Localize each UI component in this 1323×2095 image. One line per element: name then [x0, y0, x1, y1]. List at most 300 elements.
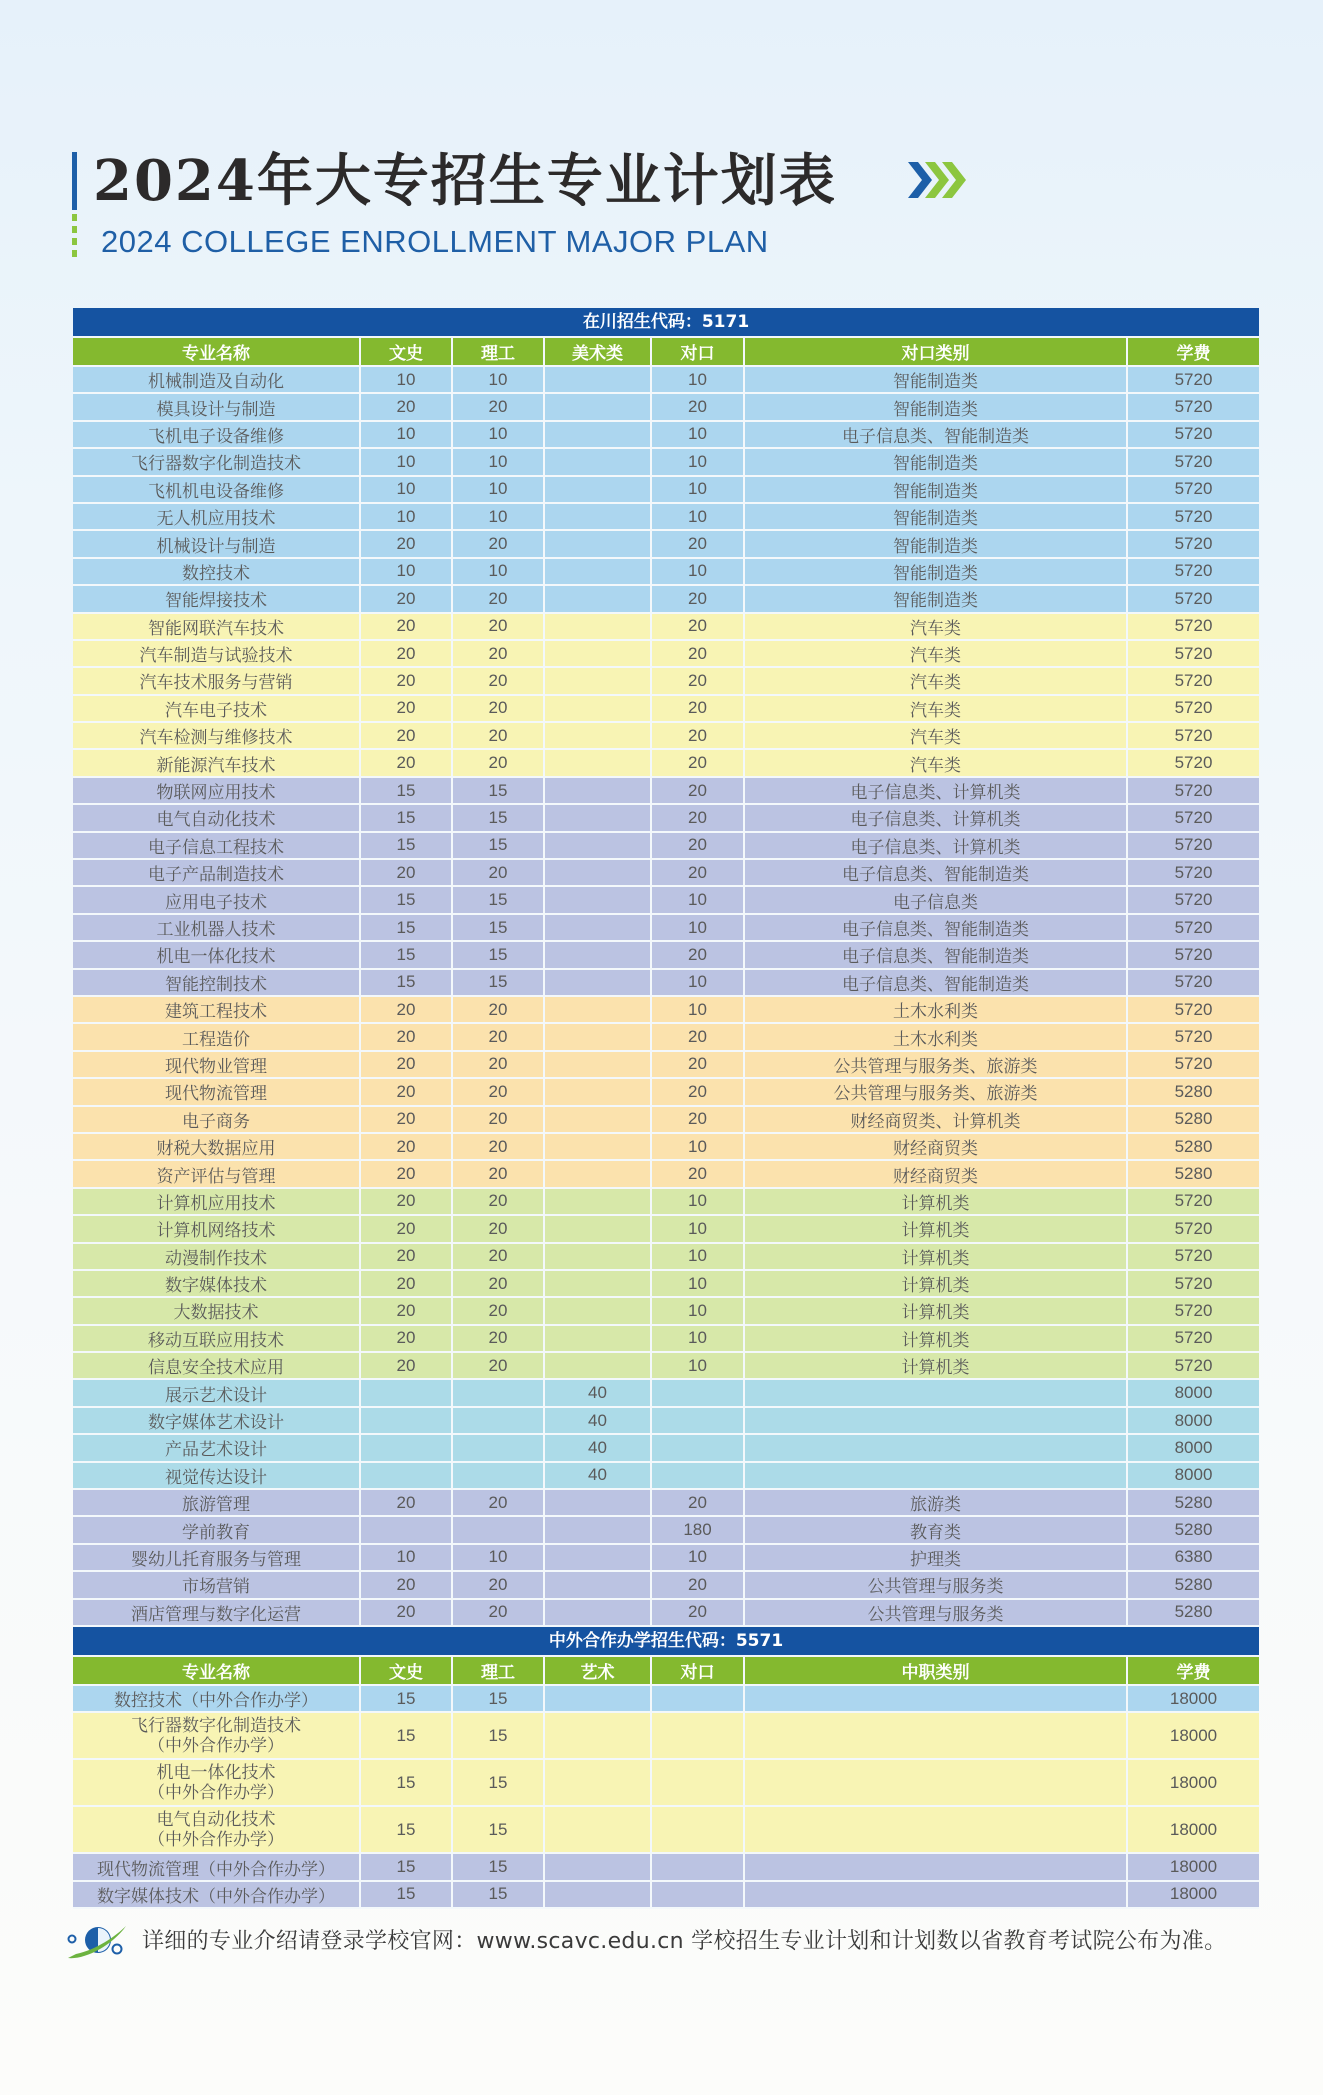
cell-tuition: 8000 — [1174, 1383, 1213, 1403]
cell-tuition: 5720 — [1174, 917, 1213, 937]
cell-duikou: 20 — [652, 614, 745, 639]
cell-duikou: 20 — [652, 394, 745, 419]
table-row — [73, 504, 1259, 531]
cell-art — [545, 1854, 652, 1879]
cell-duikou: 10 — [652, 1326, 745, 1351]
cell-category: 公共管理与服务类 — [745, 1600, 1128, 1625]
cell-tuition: 5720 — [1174, 999, 1213, 1019]
cell-duikou: 10 — [652, 504, 745, 529]
cell-art — [545, 559, 652, 584]
cell-ligong: 15 — [453, 805, 545, 830]
cell-tuition: 18000 — [1169, 1819, 1218, 1839]
cell-wenshi: 15 — [361, 942, 453, 967]
table-row — [73, 1686, 1259, 1713]
header-col-category: 中职类别 — [745, 1657, 1128, 1684]
cell-category: 电子信息类、计算机类 — [745, 778, 1128, 803]
cell-tuition: 5720 — [1174, 588, 1213, 608]
table-row — [73, 1490, 1259, 1517]
cell-ligong: 20 — [453, 1134, 545, 1159]
cell-ligong: 20 — [453, 1216, 545, 1241]
cell-category: 护理类 — [745, 1545, 1128, 1570]
cell-major-name: 计算机应用技术 — [73, 1189, 361, 1214]
table-row — [73, 1408, 1259, 1435]
cell-category: 电子信息类 — [745, 887, 1128, 912]
cell-ligong: 20 — [453, 750, 545, 775]
cell-tuition: 5720 — [1174, 1191, 1213, 1211]
footer-note — [64, 1918, 1294, 1968]
enrollment-table-sichuan — [73, 308, 1259, 1627]
cell-ligong: 20 — [453, 531, 545, 556]
cell-duikou: 10 — [652, 1545, 745, 1570]
cell-category: 电子信息类、智能制造类 — [745, 860, 1128, 885]
cell-ligong — [453, 1517, 545, 1542]
cell-major-name: 汽车电子技术 — [73, 696, 361, 721]
cell-ligong: 20 — [453, 1244, 545, 1269]
cell-duikou: 20 — [652, 668, 745, 693]
cell-wenshi: 10 — [361, 367, 453, 392]
cell-wenshi — [361, 1435, 453, 1460]
cell-art — [545, 1244, 652, 1269]
table-row — [73, 1161, 1259, 1188]
cell-category — [745, 1760, 1128, 1805]
table-row — [73, 1052, 1259, 1079]
cell-category: 智能制造类 — [745, 531, 1128, 556]
cell-category: 汽车类 — [745, 668, 1128, 693]
cell-ligong: 20 — [453, 1353, 545, 1378]
table-row — [73, 723, 1259, 750]
table-row — [73, 1353, 1259, 1380]
table-row — [73, 1435, 1259, 1462]
cell-major-name: 机电一体化技术 — [73, 942, 361, 967]
cell-art — [545, 805, 652, 830]
table-row — [73, 1326, 1259, 1353]
cell-wenshi: 20 — [361, 1600, 453, 1625]
cell-duikou: 10 — [652, 477, 745, 502]
table-row — [73, 668, 1259, 695]
title-accent-dash — [72, 214, 77, 221]
cell-art — [545, 586, 652, 611]
cell-art — [545, 1545, 652, 1570]
cell-tuition: 5720 — [1174, 561, 1213, 581]
cell-wenshi: 20 — [361, 668, 453, 693]
cell-category: 财经商贸类 — [745, 1161, 1128, 1186]
cell-art — [545, 750, 652, 775]
cell-tuition: 5720 — [1174, 1246, 1213, 1266]
cell-art — [545, 1882, 652, 1907]
cell-art — [545, 833, 652, 858]
cell-major-name: 视觉传达设计 — [73, 1463, 361, 1488]
cell-major-name — [73, 1807, 361, 1852]
header-col-ligong: 理工 — [453, 338, 545, 365]
cell-duikou: 20 — [652, 696, 745, 721]
table-row — [73, 1134, 1259, 1161]
header-col-art: 美术类 — [545, 338, 652, 365]
cell-duikou: 10 — [652, 422, 745, 447]
cell-art — [545, 942, 652, 967]
header-col-ligong: 理工 — [453, 1657, 545, 1684]
cell-major-name: 智能焊接技术 — [73, 586, 361, 611]
cell-major-name — [73, 1713, 361, 1758]
cell-ligong: 20 — [453, 668, 545, 693]
cell-major-name: 财税大数据应用 — [73, 1134, 361, 1159]
table-row — [73, 614, 1259, 641]
cell-ligong: 20 — [453, 1107, 545, 1132]
cell-ligong: 10 — [453, 449, 545, 474]
cell-tuition: 5720 — [1174, 643, 1213, 663]
cell-category: 电子信息类、智能制造类 — [745, 422, 1128, 447]
cell-category: 电子信息类、计算机类 — [745, 833, 1128, 858]
cell-tuition: 5720 — [1174, 424, 1213, 444]
cell-category: 智能制造类 — [745, 367, 1128, 392]
cell-duikou: 20 — [652, 805, 745, 830]
cell-wenshi: 15 — [361, 1882, 453, 1907]
cell-category: 电子信息类、智能制造类 — [745, 942, 1128, 967]
cell-wenshi: 20 — [361, 394, 453, 419]
cell-duikou: 20 — [652, 1052, 745, 1077]
cell-art — [545, 1024, 652, 1049]
cell-major-name — [73, 1854, 361, 1879]
cell-major-name: 旅游管理 — [73, 1490, 361, 1515]
cell-art: 40 — [545, 1435, 652, 1460]
cell-art — [545, 860, 652, 885]
table-row — [73, 531, 1259, 558]
cell-major-name: 飞行器数字化制造技术 — [73, 449, 361, 474]
table-row — [73, 778, 1259, 805]
cell-category: 计算机类 — [745, 1271, 1128, 1296]
header-col-duikou: 对口 — [652, 1657, 745, 1684]
header-col-major-name: 专业名称 — [73, 338, 361, 365]
cell-major-name: 资产评估与管理 — [73, 1161, 361, 1186]
cell-duikou: 20 — [652, 1490, 745, 1515]
cell-category: 财经商贸类、计算机类 — [745, 1107, 1128, 1132]
cell-tuition: 5720 — [1174, 1273, 1213, 1293]
cell-art — [545, 1490, 652, 1515]
cell-wenshi: 15 — [361, 1807, 453, 1852]
cell-tuition: 5720 — [1174, 1218, 1213, 1238]
cell-wenshi: 10 — [361, 504, 453, 529]
cell-major-name: 建筑工程技术 — [73, 997, 361, 1022]
cell-art — [545, 531, 652, 556]
cell-art — [545, 504, 652, 529]
cell-wenshi: 20 — [361, 997, 453, 1022]
cell-ligong: 15 — [453, 942, 545, 967]
cell-wenshi: 20 — [361, 1353, 453, 1378]
cell-major-name: 飞机机电设备维修 — [73, 477, 361, 502]
title-accent-dash — [72, 238, 77, 245]
cell-wenshi: 20 — [361, 1490, 453, 1515]
footer-text: 详细的专业介绍请登录学校官网：www.scavc.edu.cn 学校招生专业计划和计划数以省教育考试院公布为准。 — [142, 1929, 1227, 1954]
school-planet-logo-icon — [64, 1918, 132, 1966]
cell-duikou: 10 — [652, 1134, 745, 1159]
cell-duikou: 20 — [652, 723, 745, 748]
cell-tuition: 5720 — [1174, 972, 1213, 992]
cell-duikou: 20 — [652, 586, 745, 611]
cell-duikou: 20 — [652, 641, 745, 666]
cell-major-name: 大数据技术 — [73, 1298, 361, 1323]
cell-major-name: 模具设计与制造 — [73, 394, 361, 419]
cell-art — [545, 1298, 652, 1323]
cell-ligong: 20 — [453, 1298, 545, 1323]
cell-major-name — [73, 1686, 361, 1711]
cell-art — [545, 887, 652, 912]
section-code-bar: 中外合作办学招生代码：5571 — [73, 1627, 1259, 1657]
cell-category: 智能制造类 — [745, 394, 1128, 419]
cell-wenshi: 10 — [361, 1545, 453, 1570]
table-row — [73, 449, 1259, 476]
table-row — [73, 1244, 1259, 1271]
cell-category: 计算机类 — [745, 1189, 1128, 1214]
cell-tuition: 5720 — [1174, 862, 1213, 882]
cell-major-name: 工业机器人技术 — [73, 915, 361, 940]
cell-duikou: 20 — [652, 778, 745, 803]
cell-category — [745, 1435, 1128, 1460]
cell-category — [745, 1854, 1128, 1879]
cell-duikou: 10 — [652, 1216, 745, 1241]
cell-duikou — [652, 1435, 745, 1460]
cell-art — [545, 1686, 652, 1711]
cell-category: 电子信息类、智能制造类 — [745, 915, 1128, 940]
cell-duikou: 10 — [652, 997, 745, 1022]
cell-wenshi: 15 — [361, 1760, 453, 1805]
cell-art — [545, 1107, 652, 1132]
cell-ligong: 20 — [453, 1490, 545, 1515]
header-col-category: 对口类别 — [745, 338, 1128, 365]
cell-wenshi — [361, 1463, 453, 1488]
table-body — [73, 1686, 1259, 1909]
cell-wenshi: 15 — [361, 887, 453, 912]
cell-art — [545, 1052, 652, 1077]
cell-ligong: 15 — [453, 1760, 545, 1805]
cell-ligong: 20 — [453, 1052, 545, 1077]
cell-wenshi: 20 — [361, 1298, 453, 1323]
cell-wenshi — [361, 1408, 453, 1433]
cell-duikou: 10 — [652, 367, 745, 392]
cell-art — [545, 778, 652, 803]
cell-ligong: 15 — [453, 1882, 545, 1907]
cell-tuition: 5720 — [1174, 780, 1213, 800]
cell-art — [545, 1271, 652, 1296]
cell-duikou: 10 — [652, 970, 745, 995]
cell-ligong: 20 — [453, 1024, 545, 1049]
table-row — [73, 997, 1259, 1024]
table-row — [73, 696, 1259, 723]
cell-tuition: 5720 — [1174, 1355, 1213, 1375]
cell-major-name: 展示艺术设计 — [73, 1380, 361, 1405]
cell-duikou: 20 — [652, 1107, 745, 1132]
cell-duikou: 20 — [652, 1024, 745, 1049]
cell-duikou: 10 — [652, 915, 745, 940]
major-name-line: （中外合作办学） — [148, 1735, 284, 1755]
cell-major-name: 产品艺术设计 — [73, 1435, 361, 1460]
cell-category: 教育类 — [745, 1517, 1128, 1542]
cell-ligong: 20 — [453, 641, 545, 666]
major-name-line: 数字媒体技术（中外合作办学） — [97, 1886, 335, 1906]
cell-duikou: 10 — [652, 1244, 745, 1269]
cell-major-name: 智能控制技术 — [73, 970, 361, 995]
cell-ligong: 10 — [453, 504, 545, 529]
header-col-duikou: 对口 — [652, 338, 745, 365]
cell-category: 计算机类 — [745, 1298, 1128, 1323]
cell-major-name: 移动互联应用技术 — [73, 1326, 361, 1351]
table-row — [73, 915, 1259, 942]
cell-category: 计算机类 — [745, 1216, 1128, 1241]
cell-duikou — [652, 1882, 745, 1907]
table-row — [73, 833, 1259, 860]
cell-category: 汽车类 — [745, 696, 1128, 721]
cell-tuition: 5280 — [1174, 1109, 1213, 1129]
cell-ligong: 20 — [453, 1079, 545, 1104]
header-col-wenshi: 文史 — [361, 1657, 453, 1684]
triple-chevron-right-icon — [908, 162, 968, 198]
cell-tuition: 5720 — [1174, 698, 1213, 718]
table-row — [73, 477, 1259, 504]
cell-art — [545, 1161, 652, 1186]
cell-tuition: 18000 — [1169, 1688, 1218, 1708]
cell-duikou — [652, 1380, 745, 1405]
cell-category: 财经商贸类 — [745, 1134, 1128, 1159]
cell-category: 公共管理与服务类、旅游类 — [745, 1079, 1128, 1104]
cell-category: 智能制造类 — [745, 449, 1128, 474]
table-row — [73, 1107, 1259, 1134]
cell-ligong — [453, 1435, 545, 1460]
cell-tuition: 18000 — [1169, 1884, 1218, 1904]
cell-tuition: 5720 — [1174, 725, 1213, 745]
cell-duikou: 20 — [652, 750, 745, 775]
cell-tuition: 5280 — [1174, 1492, 1213, 1512]
cell-art — [545, 1134, 652, 1159]
table-row — [73, 1760, 1259, 1807]
cell-major-name: 婴幼儿托育服务与管理 — [73, 1545, 361, 1570]
page-subtitle: 2024 COLLEGE ENROLLMENT MAJOR PLAN — [101, 224, 769, 259]
table-row — [73, 860, 1259, 887]
cell-ligong: 10 — [453, 422, 545, 447]
cell-wenshi: 20 — [361, 1572, 453, 1597]
cell-art — [545, 1326, 652, 1351]
cell-ligong — [453, 1380, 545, 1405]
table-row — [73, 367, 1259, 394]
cell-major-name: 智能网联汽车技术 — [73, 614, 361, 639]
cell-tuition: 5720 — [1174, 835, 1213, 855]
cell-wenshi — [361, 1517, 453, 1542]
cell-ligong: 20 — [453, 1161, 545, 1186]
cell-art — [545, 1807, 652, 1852]
cell-art — [545, 997, 652, 1022]
cell-tuition: 8000 — [1174, 1465, 1213, 1485]
cell-ligong: 15 — [453, 970, 545, 995]
cell-category — [745, 1463, 1128, 1488]
header-col-art: 艺术 — [545, 1657, 652, 1684]
cell-category — [745, 1713, 1128, 1758]
major-name-line: （中外合作办学） — [148, 1829, 284, 1849]
cell-tuition: 18000 — [1169, 1857, 1218, 1877]
cell-tuition: 5280 — [1174, 1136, 1213, 1156]
cell-art: 40 — [545, 1463, 652, 1488]
cell-tuition: 5720 — [1174, 807, 1213, 827]
cell-ligong: 15 — [453, 1713, 545, 1758]
cell-major-name — [73, 1882, 361, 1907]
cell-wenshi: 20 — [361, 531, 453, 556]
cell-ligong: 20 — [453, 1326, 545, 1351]
table-row — [73, 970, 1259, 997]
cell-art — [545, 1353, 652, 1378]
cell-category: 旅游类 — [745, 1490, 1128, 1515]
cell-art — [545, 614, 652, 639]
cell-ligong: 20 — [453, 1572, 545, 1597]
section-code-bar: 在川招生代码：5171 — [73, 308, 1259, 338]
cell-ligong: 15 — [453, 1686, 545, 1711]
cell-major-name: 飞机电子设备维修 — [73, 422, 361, 447]
cell-tuition: 5720 — [1174, 1300, 1213, 1320]
cell-ligong: 20 — [453, 723, 545, 748]
cell-wenshi: 20 — [361, 860, 453, 885]
table-row — [73, 1517, 1259, 1544]
cell-art — [545, 970, 652, 995]
cell-ligong: 10 — [453, 1545, 545, 1570]
table-row — [73, 641, 1259, 668]
cell-major-name: 现代物业管理 — [73, 1052, 361, 1077]
cell-wenshi: 15 — [361, 805, 453, 830]
title-accent-dash — [72, 250, 77, 257]
cell-category: 汽车类 — [745, 641, 1128, 666]
cell-category: 电子信息类、智能制造类 — [745, 970, 1128, 995]
cell-category: 计算机类 — [745, 1326, 1128, 1351]
cell-duikou: 20 — [652, 942, 745, 967]
cell-tuition: 5720 — [1174, 753, 1213, 773]
cell-ligong: 20 — [453, 586, 545, 611]
cell-ligong: 10 — [453, 477, 545, 502]
major-name-line: 机电一体化技术 — [156, 1762, 276, 1782]
cell-art — [545, 915, 652, 940]
cell-duikou: 10 — [652, 887, 745, 912]
cell-duikou: 20 — [652, 860, 745, 885]
cell-category: 土木水利类 — [745, 1024, 1128, 1049]
cell-category: 公共管理与服务类、旅游类 — [745, 1052, 1128, 1077]
cell-major-name: 学前教育 — [73, 1517, 361, 1542]
cell-category — [745, 1408, 1128, 1433]
cell-wenshi: 15 — [361, 1854, 453, 1879]
table-row — [73, 1380, 1259, 1407]
cell-major-name: 机械设计与制造 — [73, 531, 361, 556]
cell-major-name: 物联网应用技术 — [73, 778, 361, 803]
cell-major-name: 汽车制造与试验技术 — [73, 641, 361, 666]
table-row — [73, 1189, 1259, 1216]
table-row — [73, 394, 1259, 421]
cell-category: 智能制造类 — [745, 504, 1128, 529]
cell-duikou: 20 — [652, 1572, 745, 1597]
cell-art — [545, 422, 652, 447]
table-row — [73, 1298, 1259, 1325]
cell-major-name: 应用电子技术 — [73, 887, 361, 912]
table-row — [73, 1271, 1259, 1298]
cell-wenshi: 20 — [361, 1216, 453, 1241]
cell-major-name: 市场营销 — [73, 1572, 361, 1597]
cell-wenshi: 15 — [361, 1713, 453, 1758]
cell-ligong — [453, 1463, 545, 1488]
cell-category: 电子信息类、计算机类 — [745, 805, 1128, 830]
cell-ligong: 15 — [453, 887, 545, 912]
table-header-row — [73, 1657, 1259, 1686]
cell-tuition: 5720 — [1174, 890, 1213, 910]
cell-art — [545, 641, 652, 666]
cell-ligong: 20 — [453, 860, 545, 885]
cell-wenshi: 20 — [361, 723, 453, 748]
cell-tuition: 5720 — [1174, 1054, 1213, 1074]
cell-duikou — [652, 1854, 745, 1879]
table-row — [73, 942, 1259, 969]
major-name-line: 电气自动化技术 — [156, 1809, 276, 1829]
cell-duikou: 20 — [652, 1079, 745, 1104]
cell-tuition: 5720 — [1174, 506, 1213, 526]
